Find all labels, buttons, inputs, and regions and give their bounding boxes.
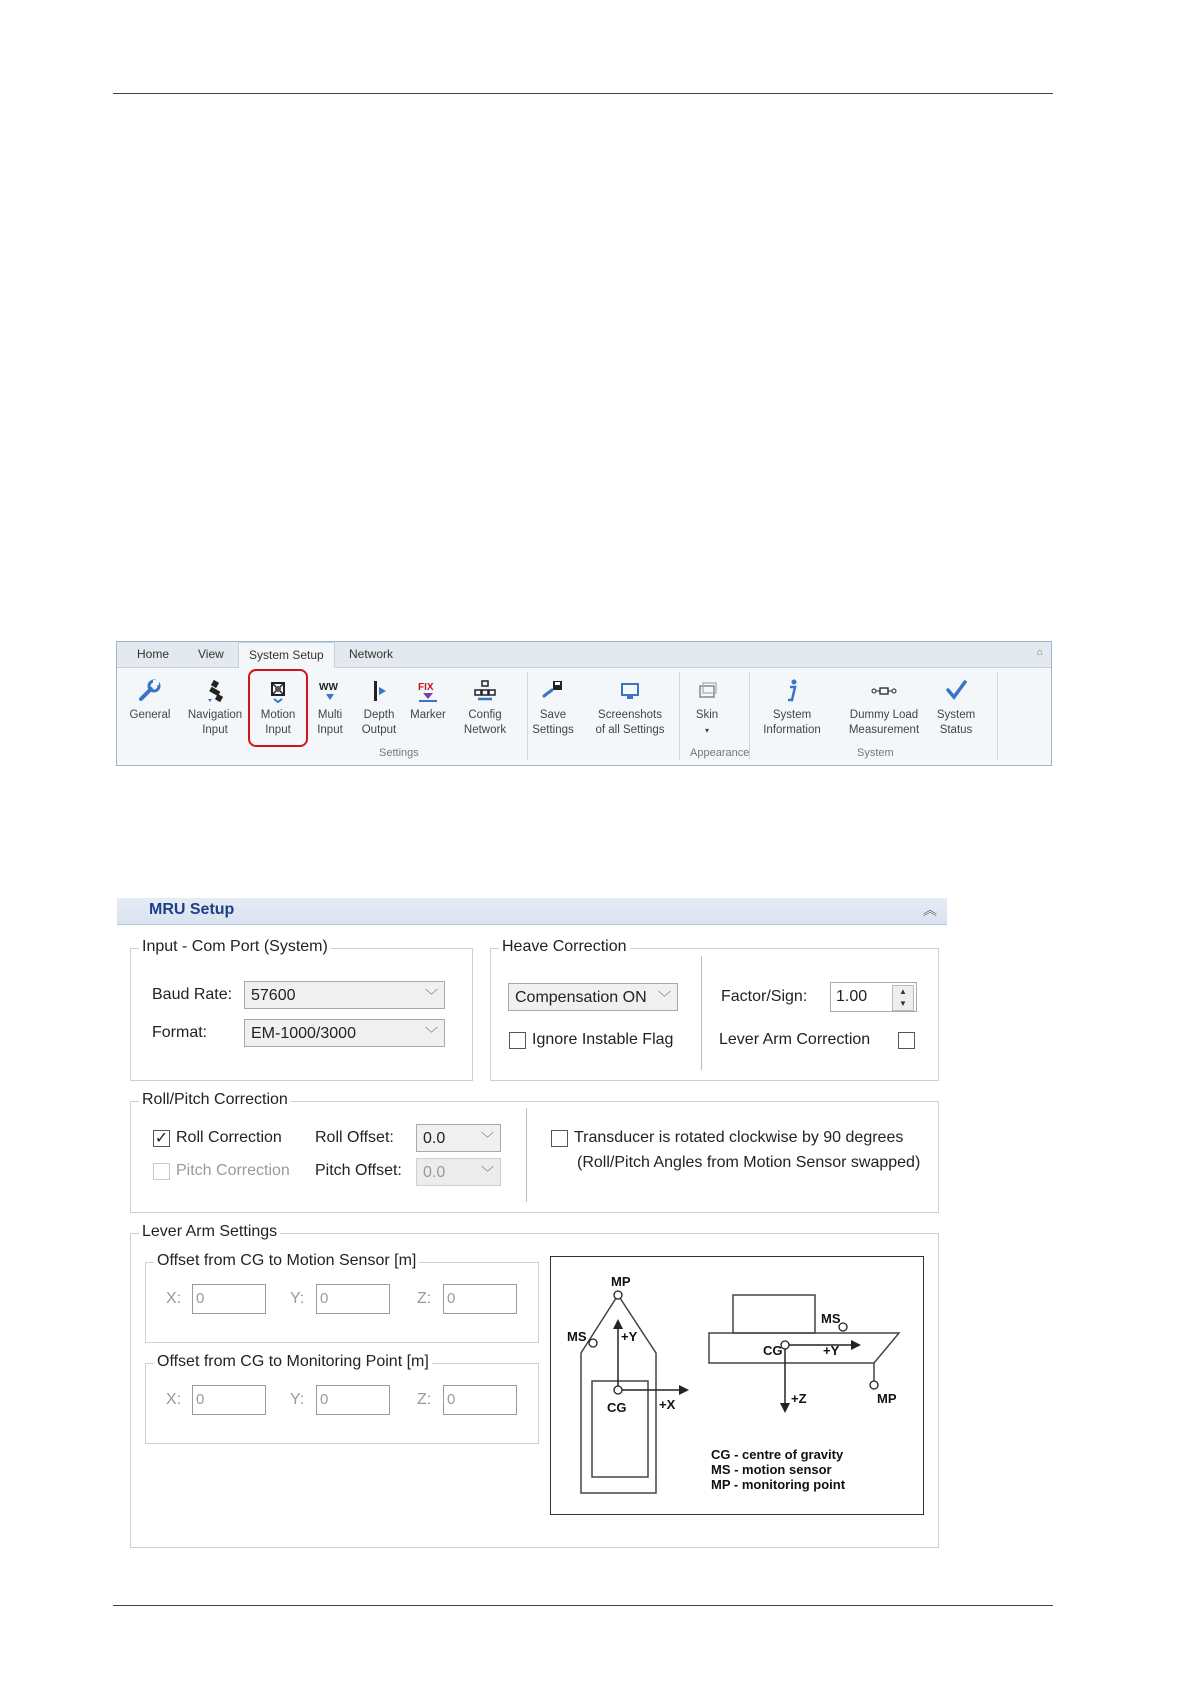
monitor-y-input[interactable]: 0 <box>316 1385 390 1415</box>
navigation-input-label-line1: Navigation <box>187 709 243 721</box>
save-settings-label-line1: Save <box>539 709 567 721</box>
format-value: EM-1000/3000 <box>251 1025 356 1042</box>
diagram-mp-side: MP <box>877 1391 897 1406</box>
diagram-plus-z: +Z <box>791 1391 807 1406</box>
config-network-label-line1: Config <box>468 709 502 721</box>
chevron-down-icon: ﹀ <box>480 1165 494 1180</box>
ribbon-toolbar <box>116 641 1052 766</box>
diagram-legend-cg: CG - centre of gravity <box>711 1447 844 1462</box>
ignore-instable-flag-checkbox[interactable] <box>509 1032 526 1049</box>
factor-sign-value: 1.00 <box>836 988 868 1005</box>
transducer-rotated-checkbox[interactable] <box>551 1130 568 1147</box>
footer-rule <box>113 1605 1053 1606</box>
motion-y-label: Y: <box>290 1290 305 1307</box>
diagram-cg-side: CG <box>763 1343 783 1358</box>
window-icon <box>675 674 739 708</box>
skin-button[interactable] <box>675 674 739 738</box>
system-status-button[interactable] <box>924 674 988 738</box>
mru-setup-title: MRU Setup <box>149 901 235 918</box>
roll-offset-value: 0.0 <box>423 1130 446 1147</box>
skin-label: Skin <box>695 709 719 721</box>
monitor-x-label: X: <box>166 1391 182 1408</box>
diagram-ms-top: MS <box>567 1329 587 1344</box>
wrench-icon <box>118 674 182 708</box>
config-network-label-line2: Network <box>463 724 507 736</box>
vessel-diagram <box>551 1257 923 1514</box>
svg-text:WW: WW <box>319 682 338 693</box>
heave-group-legend: Heave Correction <box>499 938 630 956</box>
screenshots-button[interactable] <box>590 674 670 738</box>
depth-output-label-line2: Output <box>361 724 397 736</box>
transducer-rotated-label: Transducer is rotated clockwise by 90 degrees <box>574 1129 904 1146</box>
dummy-load-measurement-button[interactable] <box>844 674 924 738</box>
pitch-correction-label: Pitch Correction <box>176 1162 290 1179</box>
roll-pitch-divider <box>526 1108 527 1202</box>
dummy-load-label-line2: Measurement <box>848 724 920 736</box>
system-information-button[interactable] <box>757 674 827 738</box>
diagram-legend-ms: MS - motion sensor <box>711 1462 832 1477</box>
network-icon <box>453 674 517 708</box>
tab-network[interactable]: Network <box>349 647 394 661</box>
monitor-z-input[interactable]: 0 <box>443 1385 517 1415</box>
input-group-legend: Input - Com Port (System) <box>139 938 331 956</box>
multi-input-label-line1: Multi <box>317 709 343 721</box>
fix-marker-icon <box>396 674 460 708</box>
navigation-input-label-line2: Input <box>202 724 228 736</box>
transducer-rotated-note: (Roll/Pitch Angles from Motion Sensor swapped) <box>577 1154 921 1171</box>
ribbon-separator <box>997 672 998 760</box>
diagram-ms-side: MS <box>821 1311 841 1326</box>
chevron-down-icon: ﹀ <box>424 1026 438 1041</box>
roll-correction-label: Roll Correction <box>176 1129 282 1146</box>
general-label: General <box>129 709 171 721</box>
marker-label: Marker <box>410 709 446 721</box>
system-status-label-line1: System <box>936 709 976 721</box>
baud-rate-value: 57600 <box>251 987 296 1004</box>
system-information-label-line2: Information <box>763 724 821 736</box>
marker-button[interactable] <box>396 674 460 723</box>
save-icon <box>521 674 585 708</box>
tab-view[interactable]: View <box>198 647 224 661</box>
diagram-plus-y-side: +Y <box>823 1343 840 1358</box>
lever-arm-diagram <box>550 1256 924 1515</box>
checkmark-icon <box>924 674 988 708</box>
compensation-select[interactable] <box>508 983 678 1011</box>
motion-x-input[interactable]: 0 <box>192 1284 266 1314</box>
lever-arm-group-legend: Lever Arm Settings <box>139 1223 280 1241</box>
pitch-offset-select[interactable] <box>416 1158 501 1186</box>
lever-arm-correction-checkbox[interactable] <box>898 1032 915 1049</box>
pitch-correction-checkbox[interactable] <box>153 1163 170 1180</box>
monitor-icon <box>590 674 670 708</box>
chevron-down-icon: ﹀ <box>657 990 671 1005</box>
monitor-z-label: Z: <box>417 1391 432 1408</box>
format-label: Format: <box>152 1024 208 1041</box>
skin-dropdown-icon: ▾ <box>704 726 709 735</box>
motion-input-label-line2: Input <box>265 724 291 736</box>
diagram-cg-top: CG <box>607 1400 627 1415</box>
navigation-input-button[interactable] <box>183 674 247 738</box>
satellite-icon <box>183 674 247 708</box>
header-rule <box>113 93 1053 94</box>
spin-up-icon[interactable]: ▲ <box>899 987 907 996</box>
dummy-load-icon <box>844 674 924 708</box>
roll-pitch-group-legend: Roll/Pitch Correction <box>139 1091 291 1109</box>
roll-correction-checkbox[interactable]: ✓ <box>154 1130 169 1147</box>
appearance-group-label: Appearance <box>690 747 750 759</box>
input-com-port-group <box>130 938 473 1081</box>
baud-rate-label: Baud Rate: <box>152 986 233 1003</box>
system-information-label-line1: System <box>772 709 812 721</box>
format-select[interactable] <box>244 1019 445 1047</box>
roll-offset-label: Roll Offset: <box>315 1129 394 1146</box>
save-settings-label-line2: Settings <box>532 724 574 736</box>
motion-z-label: Z: <box>417 1290 432 1307</box>
diagram-plus-x: +X <box>659 1397 676 1412</box>
general-button[interactable] <box>118 674 182 723</box>
spin-down-icon[interactable]: ▼ <box>899 999 907 1008</box>
heave-correction-group <box>490 938 939 1081</box>
pitch-offset-label: Pitch Offset: <box>315 1162 402 1179</box>
system-group-label: System <box>857 747 894 759</box>
monitor-x-input[interactable]: 0 <box>192 1385 266 1415</box>
monitor-y-label: Y: <box>290 1391 305 1408</box>
system-status-label-line2: Status <box>939 724 973 736</box>
collapse-chevron-icon[interactable]: ︽ <box>923 902 937 918</box>
tab-home[interactable]: Home <box>137 647 170 661</box>
compensation-value: Compensation ON <box>515 989 647 1006</box>
motion-x-label: X: <box>166 1290 182 1307</box>
heave-divider <box>701 956 702 1070</box>
diagram-legend-mp: MP - monitoring point <box>711 1477 846 1492</box>
save-settings-button[interactable] <box>521 674 585 738</box>
diagram-mp-top: MP <box>611 1274 631 1289</box>
mru-setup-header[interactable] <box>117 898 947 925</box>
pitch-offset-value: 0.0 <box>423 1164 446 1181</box>
lever-arm-correction-label: Lever Arm Correction <box>719 1031 871 1048</box>
factor-sign-label: Factor/Sign: <box>721 988 808 1005</box>
settings-group-label: Settings <box>379 747 419 759</box>
dummy-load-label-line1: Dummy Load <box>849 709 919 721</box>
chevron-down-icon: ﹀ <box>480 1131 494 1146</box>
factor-sign-spinner[interactable] <box>830 982 917 1012</box>
info-icon <box>757 674 827 708</box>
motion-input-label-line1: Motion <box>260 709 296 721</box>
config-network-button[interactable] <box>453 674 517 738</box>
ribbon-collapse-icon[interactable]: ⌂ <box>1036 647 1043 658</box>
multi-input-label-line2: Input <box>317 724 343 736</box>
chevron-down-icon: ﹀ <box>424 988 438 1003</box>
screenshots-label-line1: Screenshots <box>598 709 662 721</box>
depth-output-label-line1: Depth <box>363 709 395 721</box>
motion-y-input[interactable]: 0 <box>316 1284 390 1314</box>
motion-sensor-offset-legend: Offset from CG to Motion Sensor [m] <box>154 1252 419 1270</box>
ribbon-tab-bar <box>117 642 1051 668</box>
monitoring-point-offset-legend: Offset from CG to Monitoring Point [m] <box>154 1353 432 1371</box>
diagram-plus-y-top: +Y <box>621 1329 638 1344</box>
ignore-instable-flag-label: Ignore Instable Flag <box>532 1031 674 1048</box>
svg-text:FIX: FIX <box>418 682 434 693</box>
tab-system-setup[interactable]: System Setup <box>238 642 335 668</box>
spinner-buttons[interactable] <box>892 985 914 1011</box>
roll-offset-select[interactable] <box>416 1124 501 1152</box>
baud-rate-select[interactable] <box>244 981 445 1009</box>
motion-z-input[interactable]: 0 <box>443 1284 517 1314</box>
screenshots-label-line2: of all Settings <box>595 724 665 736</box>
